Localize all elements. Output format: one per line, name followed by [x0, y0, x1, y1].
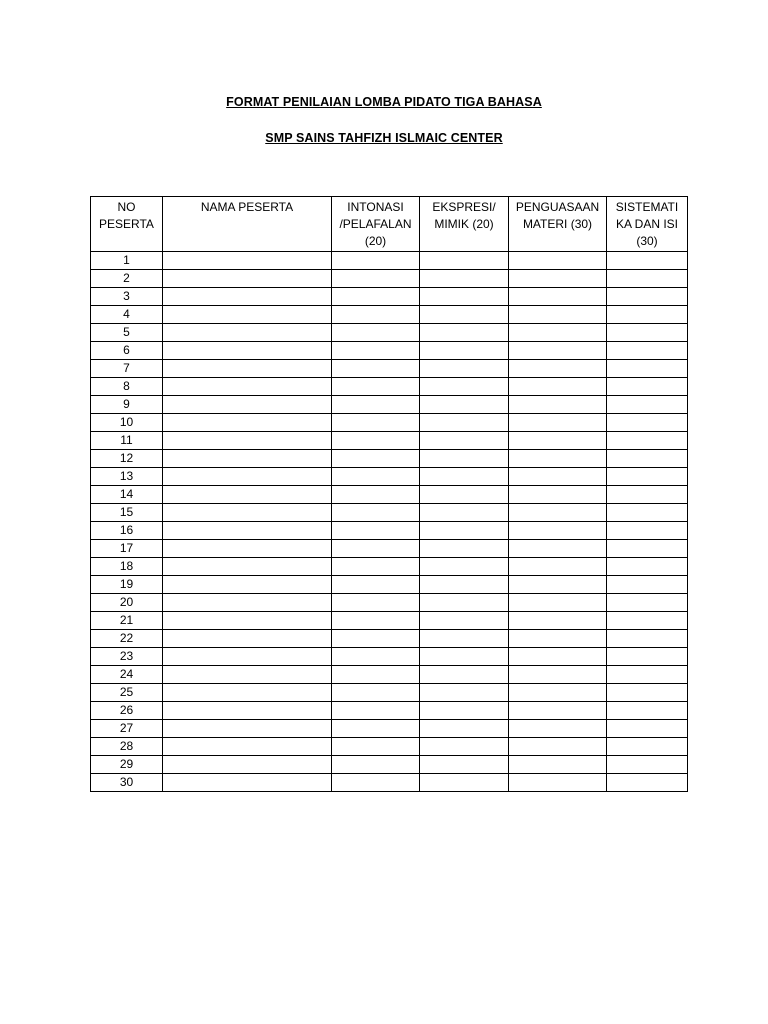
cell-sistematika[interactable] — [607, 414, 688, 432]
cell-nama-peserta[interactable] — [163, 594, 332, 612]
cell-sistematika[interactable] — [607, 270, 688, 288]
cell-penguasaan[interactable] — [509, 306, 607, 324]
cell-no: 18 — [91, 558, 163, 576]
cell-sistematika[interactable] — [607, 648, 688, 666]
cell-intonasi[interactable] — [332, 396, 420, 414]
cell-no: 9 — [91, 396, 163, 414]
table-row — [91, 540, 688, 558]
cell-penguasaan[interactable] — [509, 432, 607, 450]
cell-ekspresi[interactable] — [420, 504, 509, 522]
table-row — [91, 432, 688, 450]
cell-ekspresi[interactable] — [420, 252, 509, 270]
table-header-row — [91, 197, 688, 252]
cell-ekspresi[interactable] — [420, 342, 509, 360]
cell-no: 29 — [91, 756, 163, 774]
cell-intonasi[interactable] — [332, 324, 420, 342]
cell-sistematika[interactable] — [607, 432, 688, 450]
cell-no: 2 — [91, 270, 163, 288]
cell-no: 3 — [91, 288, 163, 306]
table-row — [91, 306, 688, 324]
cell-penguasaan[interactable] — [509, 396, 607, 414]
cell-ekspresi[interactable] — [420, 576, 509, 594]
cell-no: 1 — [91, 252, 163, 270]
cell-penguasaan[interactable] — [509, 702, 607, 720]
cell-penguasaan[interactable] — [509, 252, 607, 270]
cell-sistematika[interactable] — [607, 360, 688, 378]
cell-intonasi[interactable] — [332, 504, 420, 522]
cell-no: 21 — [91, 612, 163, 630]
cell-intonasi[interactable] — [332, 630, 420, 648]
table-row — [91, 270, 688, 288]
cell-sistematika[interactable] — [607, 702, 688, 720]
table-row — [91, 648, 688, 666]
cell-sistematika[interactable] — [607, 324, 688, 342]
cell-intonasi[interactable] — [332, 270, 420, 288]
cell-ekspresi[interactable] — [420, 288, 509, 306]
cell-nama-peserta[interactable] — [163, 684, 332, 702]
cell-ekspresi[interactable] — [420, 630, 509, 648]
cell-no: 8 — [91, 378, 163, 396]
cell-ekspresi[interactable] — [420, 378, 509, 396]
cell-intonasi[interactable] — [332, 360, 420, 378]
cell-ekspresi[interactable] — [420, 540, 509, 558]
cell-nama-peserta[interactable] — [163, 324, 332, 342]
cell-sistematika[interactable] — [607, 576, 688, 594]
table-row — [91, 360, 688, 378]
cell-sistematika[interactable] — [607, 396, 688, 414]
cell-sistematika[interactable] — [607, 684, 688, 702]
cell-penguasaan[interactable] — [509, 486, 607, 504]
cell-intonasi[interactable] — [332, 756, 420, 774]
cell-no: 27 — [91, 720, 163, 738]
cell-ekspresi[interactable] — [420, 306, 509, 324]
cell-intonasi[interactable] — [332, 648, 420, 666]
cell-penguasaan[interactable] — [509, 630, 607, 648]
cell-penguasaan[interactable] — [509, 774, 607, 792]
cell-ekspresi[interactable] — [420, 270, 509, 288]
cell-intonasi[interactable] — [332, 486, 420, 504]
table-row — [91, 504, 688, 522]
cell-sistematika[interactable] — [607, 522, 688, 540]
cell-intonasi[interactable] — [332, 666, 420, 684]
cell-no: 4 — [91, 306, 163, 324]
cell-penguasaan[interactable] — [509, 612, 607, 630]
cell-ekspresi[interactable] — [420, 666, 509, 684]
cell-nama-peserta[interactable] — [163, 414, 332, 432]
document-title: FORMAT PENILAIAN LOMBA PIDATO TIGA BAHASA — [226, 95, 542, 109]
cell-nama-peserta[interactable] — [163, 576, 332, 594]
cell-no: 25 — [91, 684, 163, 702]
cell-no: 13 — [91, 468, 163, 486]
cell-intonasi[interactable] — [332, 378, 420, 396]
cell-no: 30 — [91, 774, 163, 792]
cell-nama-peserta[interactable] — [163, 486, 332, 504]
table-row — [91, 594, 688, 612]
table-row — [91, 324, 688, 342]
cell-ekspresi[interactable] — [420, 684, 509, 702]
cell-sistematika[interactable] — [607, 738, 688, 756]
cell-penguasaan[interactable] — [509, 558, 607, 576]
table-body — [91, 252, 688, 792]
table-row — [91, 252, 688, 270]
table-row — [91, 684, 688, 702]
cell-nama-peserta[interactable] — [163, 558, 332, 576]
cell-ekspresi[interactable] — [420, 558, 509, 576]
cell-nama-peserta[interactable] — [163, 756, 332, 774]
cell-ekspresi[interactable] — [420, 648, 509, 666]
cell-intonasi[interactable] — [332, 288, 420, 306]
header-penguasaan-materi: PENGUASAAN MATERI (30) — [509, 197, 607, 252]
cell-nama-peserta[interactable] — [163, 468, 332, 486]
cell-nama-peserta[interactable] — [163, 612, 332, 630]
cell-penguasaan[interactable] — [509, 738, 607, 756]
cell-ekspresi[interactable] — [420, 702, 509, 720]
cell-ekspresi[interactable] — [420, 432, 509, 450]
cell-sistematika[interactable] — [607, 288, 688, 306]
table-row — [91, 414, 688, 432]
cell-nama-peserta[interactable] — [163, 252, 332, 270]
score-table — [90, 196, 688, 792]
cell-no: 6 — [91, 342, 163, 360]
cell-penguasaan[interactable] — [509, 594, 607, 612]
table-row — [91, 666, 688, 684]
cell-nama-peserta[interactable] — [163, 342, 332, 360]
cell-sistematika[interactable] — [607, 612, 688, 630]
cell-sistematika[interactable] — [607, 540, 688, 558]
cell-penguasaan[interactable] — [509, 324, 607, 342]
table-row — [91, 612, 688, 630]
cell-penguasaan[interactable] — [509, 666, 607, 684]
cell-nama-peserta[interactable] — [163, 666, 332, 684]
cell-nama-peserta[interactable] — [163, 396, 332, 414]
document-subtitle: SMP SAINS TAHFIZH ISLMAIC CENTER — [265, 131, 503, 145]
cell-nama-peserta[interactable] — [163, 504, 332, 522]
cell-nama-peserta[interactable] — [163, 288, 332, 306]
cell-penguasaan[interactable] — [509, 720, 607, 738]
cell-intonasi[interactable] — [332, 468, 420, 486]
table-row — [91, 774, 688, 792]
cell-nama-peserta[interactable] — [163, 630, 332, 648]
cell-nama-peserta[interactable] — [163, 306, 332, 324]
cell-intonasi[interactable] — [332, 684, 420, 702]
cell-ekspresi[interactable] — [420, 450, 509, 468]
cell-penguasaan[interactable] — [509, 648, 607, 666]
cell-no: 5 — [91, 324, 163, 342]
cell-ekspresi[interactable] — [420, 324, 509, 342]
cell-ekspresi[interactable] — [420, 738, 509, 756]
header-no-peserta: NO PESERTA — [91, 197, 163, 252]
table-row — [91, 450, 688, 468]
cell-sistematika[interactable] — [607, 468, 688, 486]
cell-no: 15 — [91, 504, 163, 522]
cell-intonasi[interactable] — [332, 774, 420, 792]
table-row — [91, 522, 688, 540]
cell-no: 24 — [91, 666, 163, 684]
cell-intonasi[interactable] — [332, 540, 420, 558]
table-row — [91, 702, 688, 720]
cell-sistematika[interactable] — [607, 342, 688, 360]
cell-intonasi[interactable] — [332, 432, 420, 450]
cell-sistematika[interactable] — [607, 720, 688, 738]
cell-no: 26 — [91, 702, 163, 720]
cell-ekspresi[interactable] — [420, 756, 509, 774]
cell-nama-peserta[interactable] — [163, 378, 332, 396]
cell-penguasaan[interactable] — [509, 756, 607, 774]
header-intonasi-pelafalan: INTONASI /PELAFALAN (20) — [332, 197, 420, 252]
cell-ekspresi[interactable] — [420, 720, 509, 738]
cell-intonasi[interactable] — [332, 306, 420, 324]
cell-intonasi[interactable] — [332, 612, 420, 630]
cell-nama-peserta[interactable] — [163, 432, 332, 450]
cell-penguasaan[interactable] — [509, 270, 607, 288]
cell-intonasi[interactable] — [332, 252, 420, 270]
cell-no: 7 — [91, 360, 163, 378]
cell-no: 11 — [91, 432, 163, 450]
table-row — [91, 486, 688, 504]
table-row — [91, 396, 688, 414]
cell-nama-peserta[interactable] — [163, 360, 332, 378]
cell-intonasi[interactable] — [332, 450, 420, 468]
cell-no: 17 — [91, 540, 163, 558]
cell-ekspresi[interactable] — [420, 468, 509, 486]
cell-intonasi[interactable] — [332, 414, 420, 432]
table-row — [91, 468, 688, 486]
cell-sistematika[interactable] — [607, 504, 688, 522]
cell-penguasaan[interactable] — [509, 684, 607, 702]
cell-ekspresi[interactable] — [420, 360, 509, 378]
cell-sistematika[interactable] — [607, 252, 688, 270]
cell-intonasi[interactable] — [332, 576, 420, 594]
cell-sistematika[interactable] — [607, 450, 688, 468]
cell-penguasaan[interactable] — [509, 576, 607, 594]
cell-nama-peserta[interactable] — [163, 540, 332, 558]
cell-intonasi[interactable] — [332, 738, 420, 756]
header-sistematika-dan-isi: SISTEMATI KA DAN ISI (30) — [607, 197, 688, 252]
cell-no: 14 — [91, 486, 163, 504]
cell-ekspresi[interactable] — [420, 414, 509, 432]
cell-sistematika[interactable] — [607, 486, 688, 504]
cell-nama-peserta[interactable] — [163, 450, 332, 468]
cell-penguasaan[interactable] — [509, 450, 607, 468]
cell-no: 23 — [91, 648, 163, 666]
cell-nama-peserta[interactable] — [163, 774, 332, 792]
cell-penguasaan[interactable] — [509, 540, 607, 558]
table-row — [91, 378, 688, 396]
cell-penguasaan[interactable] — [509, 468, 607, 486]
cell-ekspresi[interactable] — [420, 612, 509, 630]
cell-penguasaan[interactable] — [509, 288, 607, 306]
cell-penguasaan[interactable] — [509, 522, 607, 540]
header-nama-peserta: NAMA PESERTA — [163, 197, 332, 252]
cell-sistematika[interactable] — [607, 630, 688, 648]
cell-penguasaan[interactable] — [509, 504, 607, 522]
table-row — [91, 558, 688, 576]
cell-sistematika[interactable] — [607, 774, 688, 792]
cell-ekspresi[interactable] — [420, 522, 509, 540]
cell-penguasaan[interactable] — [509, 360, 607, 378]
header-ekspresi-mimik: EKSPRESI/ MIMIK (20) — [420, 197, 509, 252]
cell-ekspresi[interactable] — [420, 486, 509, 504]
cell-sistematika[interactable] — [607, 666, 688, 684]
cell-penguasaan[interactable] — [509, 342, 607, 360]
cell-nama-peserta[interactable] — [163, 702, 332, 720]
cell-intonasi[interactable] — [332, 720, 420, 738]
cell-intonasi[interactable] — [332, 522, 420, 540]
cell-nama-peserta[interactable] — [163, 720, 332, 738]
cell-nama-peserta[interactable] — [163, 522, 332, 540]
cell-intonasi[interactable] — [332, 558, 420, 576]
cell-ekspresi[interactable] — [420, 594, 509, 612]
cell-no: 28 — [91, 738, 163, 756]
cell-no: 10 — [91, 414, 163, 432]
cell-nama-peserta[interactable] — [163, 738, 332, 756]
cell-sistematika[interactable] — [607, 594, 688, 612]
table-row — [91, 342, 688, 360]
cell-no: 12 — [91, 450, 163, 468]
table-row — [91, 630, 688, 648]
cell-nama-peserta[interactable] — [163, 648, 332, 666]
cell-no: 16 — [91, 522, 163, 540]
table-row — [91, 720, 688, 738]
cell-penguasaan[interactable] — [509, 378, 607, 396]
table-row — [91, 756, 688, 774]
cell-no: 22 — [91, 630, 163, 648]
cell-sistematika[interactable] — [607, 306, 688, 324]
cell-intonasi[interactable] — [332, 702, 420, 720]
cell-no: 20 — [91, 594, 163, 612]
cell-ekspresi[interactable] — [420, 774, 509, 792]
cell-intonasi[interactable] — [332, 342, 420, 360]
cell-penguasaan[interactable] — [509, 414, 607, 432]
cell-no: 19 — [91, 576, 163, 594]
table-row — [91, 288, 688, 306]
cell-nama-peserta[interactable] — [163, 270, 332, 288]
cell-sistematika[interactable] — [607, 756, 688, 774]
cell-intonasi[interactable] — [332, 594, 420, 612]
table-row — [91, 738, 688, 756]
cell-sistematika[interactable] — [607, 378, 688, 396]
cell-sistematika[interactable] — [607, 558, 688, 576]
cell-ekspresi[interactable] — [420, 396, 509, 414]
table-row — [91, 576, 688, 594]
